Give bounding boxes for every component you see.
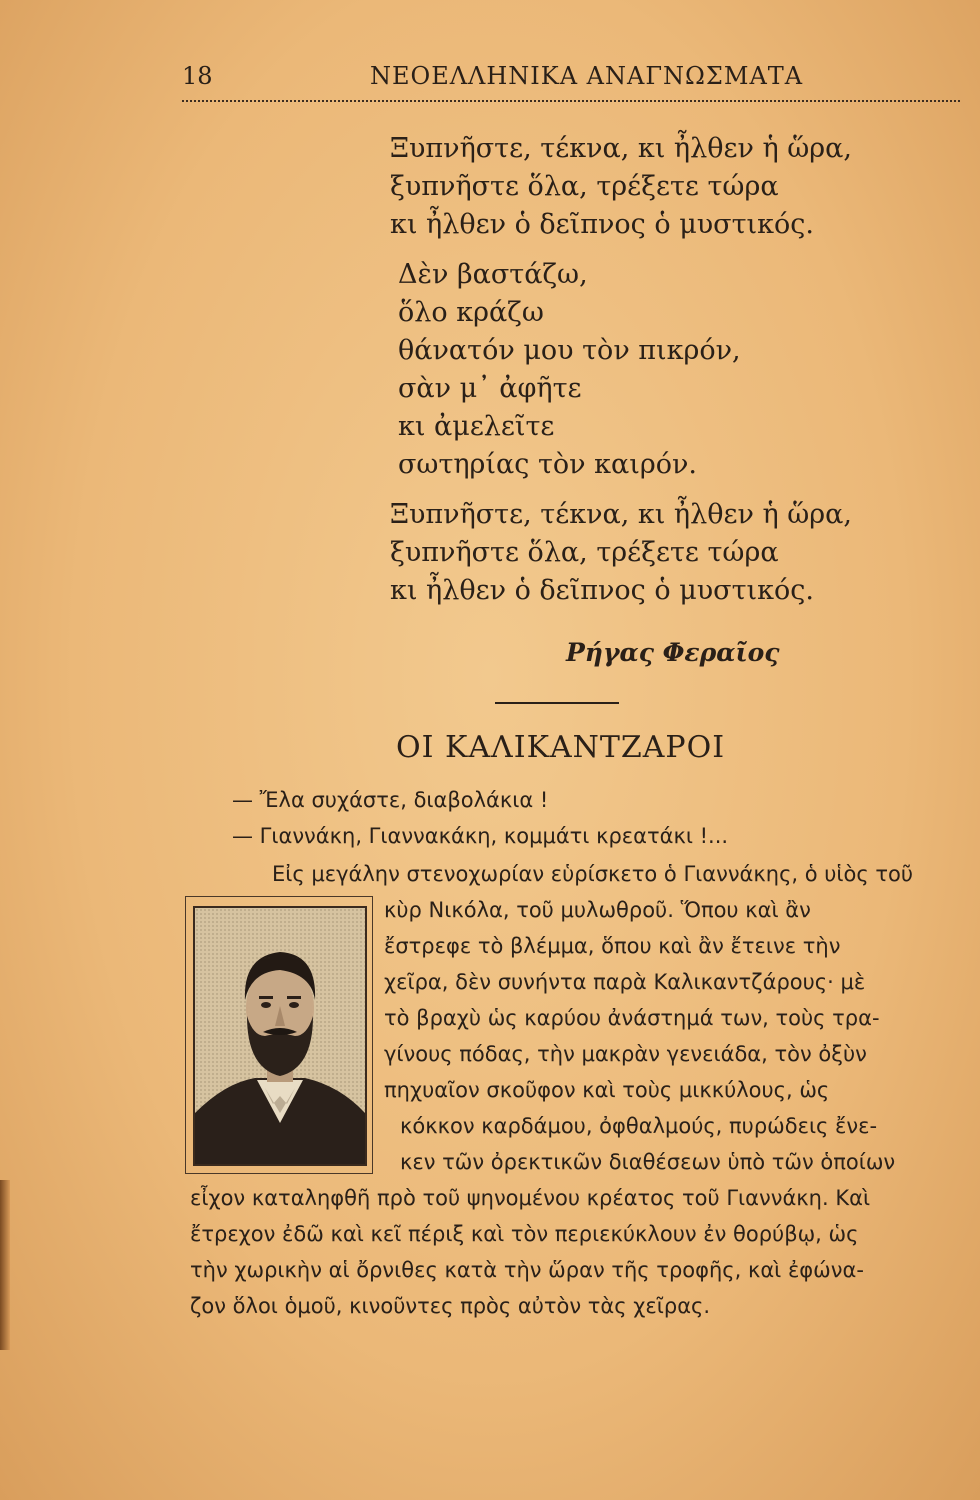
poem-line: σὰν μ᾽ ἀφῆτε (398, 373, 582, 404)
poem-line: ξυπνῆστε ὅλα, τρέξετε τώρα (390, 171, 779, 202)
poem-line: ὅλο κράζω (398, 297, 544, 328)
poem-line: Ξυπνῆστε, τέκνα, κι ἦλθεν ἡ ὥρα, (390, 133, 852, 164)
header-rule (182, 100, 960, 102)
poem-line: ξυπνῆστε ὅλα, τρέξετε τώρα (390, 537, 779, 568)
paragraph-line: κόκκον καρδάμου, ὀφθαλμούς, πυρώδεις ἔνε- (400, 1114, 878, 1138)
poem-stanza-2 (390, 256, 930, 484)
page-header (182, 62, 960, 102)
page-number: 18 (182, 62, 213, 90)
poem-line: κι ἦλθεν ὁ δεῖπνος ὁ μυστικός. (390, 209, 814, 240)
section-title: ΟΙ ΚΑΛΙΚΑΝΤΖΑΡΟΙ (396, 730, 726, 765)
poem-author: Ρήγας Φεραῖος (566, 638, 780, 667)
paragraph-line: ἔτρεχον ἐδῶ καὶ κεῖ πέριξ καὶ τὸν περιεκύκλουν ἐν θορύβῳ, ὡς (190, 1222, 859, 1246)
poem-line: σωτηρίας τὸν καιρόν. (398, 449, 697, 480)
poem-line: κι ἀμελεῖτε (398, 411, 555, 442)
paragraph-line: ἔστρεφε τὸ βλέμμα, ὅπου καὶ ἂν ἔτεινε τὴν (384, 934, 841, 958)
paragraph-line: πηχυαῖον σκοῦφον καὶ τοὺς μικκύλους, ὡς (384, 1078, 830, 1102)
paragraph-line: εἶχον καταληφθῆ πρὸ τοῦ ψηνομένου κρέατος τοῦ Γιαννάκη. Καὶ (190, 1186, 871, 1210)
paragraph-line: κὺρ Νικόλα, τοῦ μυλωθροῦ. Ὅπου καὶ ἂν (384, 898, 811, 922)
poem-stanza-3 (390, 496, 930, 610)
portrait-drawing (195, 908, 365, 1164)
paragraph-line: τὴν χωρικὴν αἱ ὄρνιθες κατὰ τὴν ὥραν τῆς τροφῆς, καὶ ἐφώνα- (190, 1258, 864, 1282)
paragraph-line: τὸ βραχὺ ὡς καρύου ἀνάστημά των, τοὺς τρα- (384, 1006, 880, 1030)
dialog-line-1: — Ἔλα συχάστε, διαβολάκια ! (232, 788, 549, 812)
poem (390, 130, 930, 622)
poem-line: κι ἦλθεν ὁ δεῖπνος ὁ μυστικός. (390, 575, 814, 606)
running-title: ΝΕΟΕΛΛΗΝΙΚΑ ΑΝΑΓΝΩΣΜΑΤΑ (370, 62, 804, 90)
dialog-line-2: — Γιαννάκη, Γιαννακάκη, κομμάτι κρεατάκι !... (232, 824, 729, 848)
paragraph-line: χεῖρα, δὲν συνήντα παρὰ Καλικαντζάρους· μὲ (384, 970, 866, 994)
poem-line: Δὲν βαστάζω, (398, 259, 588, 290)
poem-line: Ξυπνῆστε, τέκνα, κι ἦλθεν ἡ ὥρα, (390, 499, 852, 530)
paragraph-line: ζον ὅλοι ὁμοῦ, κινοῦντες πρὸς αὐτὸν τὰς χεῖρας. (190, 1294, 711, 1318)
portrait-image (193, 906, 367, 1166)
poem-line: θάνατόν μου τὸν πικρόν, (398, 335, 741, 366)
paragraph-line: κεν τῶν ὀρεκτικῶν διαθέσεων ὑπὸ τῶν ὁποίων (400, 1150, 896, 1174)
poem-stanza-1 (390, 130, 930, 244)
paragraph-line: γίνους πόδας, τὴν μακρὰν γενειάδα, τὸν ὀξὺν (384, 1042, 867, 1066)
binding-shadow (0, 1180, 10, 1350)
section-divider (495, 702, 619, 704)
paragraph-line: Εἰς μεγάλην στενοχωρίαν εὑρίσκετο ὁ Γιαννάκης, ὁ υἱὸς τοῦ (272, 862, 914, 886)
